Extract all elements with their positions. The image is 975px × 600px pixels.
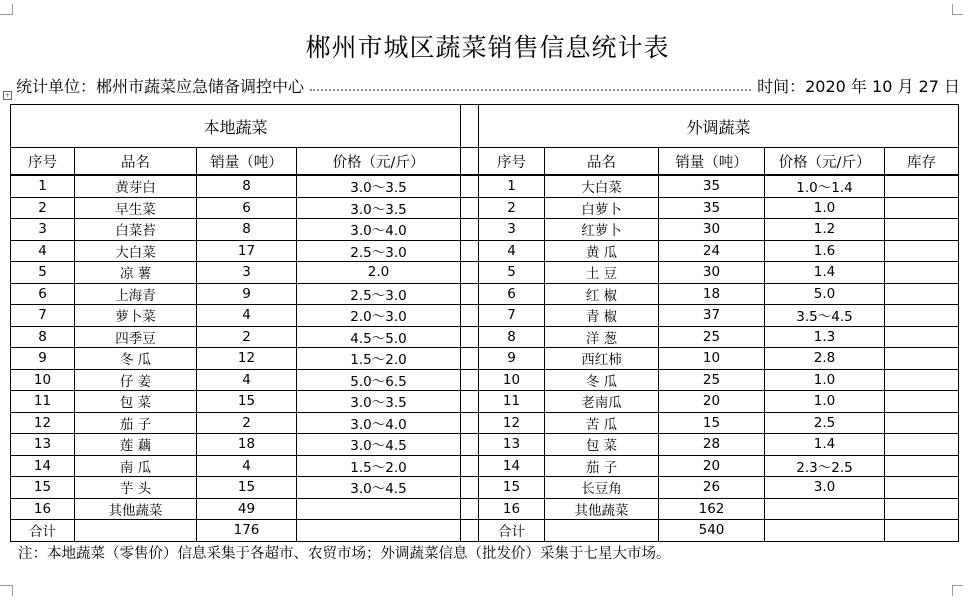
local-seq-cell[interactable]: 3 — [11, 219, 75, 241]
import-stock-header: 库存 — [885, 148, 959, 176]
local-seq-cell[interactable]: 14 — [11, 455, 75, 477]
import-stock-cell[interactable] — [885, 262, 959, 284]
column-gap — [461, 240, 479, 262]
local-name-cell[interactable]: 上海青 — [75, 283, 197, 305]
local-volume-cell[interactable]: 15 — [197, 391, 297, 413]
import-seq-cell[interactable]: 13 — [479, 434, 545, 456]
import-total-volume[interactable]: 540 — [659, 520, 765, 542]
local-volume-cell[interactable]: 12 — [197, 348, 297, 370]
local-name-cell[interactable]: 白菜苔 — [75, 219, 197, 241]
import-volume-cell[interactable]: 28 — [659, 434, 765, 456]
import-stock-cell[interactable] — [885, 219, 959, 241]
column-gap — [461, 175, 479, 197]
local-volume-cell[interactable]: 4 — [197, 305, 297, 327]
local-volume-cell[interactable]: 8 — [197, 219, 297, 241]
import-price-cell[interactable]: 3.0 — [765, 477, 885, 499]
import-price-cell[interactable]: 1.0～1.4 — [765, 175, 885, 197]
import-seq-cell[interactable]: 11 — [479, 391, 545, 413]
import-volume-cell[interactable]: 35 — [659, 197, 765, 219]
import-price-cell[interactable] — [765, 498, 885, 520]
local-price-cell[interactable]: 3.0～3.5 — [297, 197, 461, 219]
local-price-cell[interactable]: 3.0～3.5 — [297, 391, 461, 413]
column-gap — [461, 219, 479, 241]
column-gap — [461, 305, 479, 327]
local-vegetables-header — [11, 105, 461, 148]
import-seq-cell[interactable]: 14 — [479, 455, 545, 477]
local-price-cell[interactable]: 3.0～4.0 — [297, 412, 461, 434]
import-stock-cell[interactable] — [885, 369, 959, 391]
import-volume-cell[interactable]: 25 — [659, 369, 765, 391]
table-row — [11, 197, 959, 219]
table-row — [11, 262, 959, 284]
local-seq-cell[interactable]: 5 — [11, 262, 75, 284]
local-seq-cell[interactable]: 8 — [11, 326, 75, 348]
column-gap — [461, 262, 479, 284]
import-volume-cell[interactable]: 18 — [659, 283, 765, 305]
import-stock-cell[interactable] — [885, 197, 959, 219]
import-stock-cell[interactable] — [885, 305, 959, 327]
column-gap — [461, 348, 479, 370]
import-seq-cell[interactable]: 2 — [479, 197, 545, 219]
import-seq-cell[interactable]: 4 — [479, 240, 545, 262]
local-name-cell[interactable]: 大白菜 — [75, 240, 197, 262]
import-seq-cell[interactable]: 8 — [479, 326, 545, 348]
column-gap — [461, 197, 479, 219]
column-gap — [461, 369, 479, 391]
table-row — [11, 434, 959, 456]
import-stock-cell[interactable] — [885, 498, 959, 520]
local-seq-cell[interactable]: 6 — [11, 283, 75, 305]
import-total-price-blank — [765, 520, 885, 542]
local-name-header: 品名 — [75, 148, 197, 176]
local-seq-cell[interactable]: 10 — [11, 369, 75, 391]
local-volume-cell[interactable]: 8 — [197, 175, 297, 197]
import-volume-cell[interactable]: 37 — [659, 305, 765, 327]
import-stock-cell[interactable] — [885, 175, 959, 197]
local-seq-cell[interactable]: 15 — [11, 477, 75, 499]
local-seq-cell[interactable]: 4 — [11, 240, 75, 262]
local-total-price-blank — [297, 520, 461, 542]
local-seq-cell[interactable]: 16 — [11, 498, 75, 520]
local-seq-cell[interactable]: 9 — [11, 348, 75, 370]
import-price-cell[interactable]: 1.4 — [765, 434, 885, 456]
import-name-cell[interactable]: 长豆角 — [545, 477, 659, 499]
import-seq-cell[interactable]: 3 — [479, 219, 545, 241]
import-name-cell[interactable]: 苦 瓜 — [545, 412, 659, 434]
column-gap — [461, 326, 479, 348]
import-price-header: 价格（元/斤） — [765, 148, 885, 176]
import-seq-cell[interactable]: 9 — [479, 348, 545, 370]
local-name-cell[interactable]: 凉 薯 — [75, 262, 197, 284]
local-price-cell[interactable]: 3.0～4.5 — [297, 434, 461, 456]
import-name-header: 品名 — [545, 148, 659, 176]
total-row — [11, 520, 959, 542]
local-price-cell[interactable]: 2.0～3.0 — [297, 305, 461, 327]
import-volume-cell[interactable]: 20 — [659, 455, 765, 477]
import-volume-cell[interactable]: 10 — [659, 348, 765, 370]
import-name-cell[interactable]: 西红柿 — [545, 348, 659, 370]
local-volume-cell[interactable]: 4 — [197, 455, 297, 477]
import-seq-cell[interactable]: 12 — [479, 412, 545, 434]
import-name-cell[interactable]: 老南瓜 — [545, 391, 659, 413]
import-name-cell[interactable]: 白萝卜 — [545, 197, 659, 219]
import-volume-header: 销量（吨） — [659, 148, 765, 176]
import-price-cell[interactable]: 1.0 — [765, 391, 885, 413]
table-row — [11, 240, 959, 262]
table-move-handle-icon[interactable]: + — [4, 92, 11, 99]
local-price-cell[interactable]: 5.0～6.5 — [297, 369, 461, 391]
column-gap — [461, 391, 479, 413]
local-price-cell[interactable]: 3.0～4.5 — [297, 477, 461, 499]
group-header-row — [11, 105, 959, 148]
import-price-cell[interactable]: 1.3 — [765, 326, 885, 348]
local-price-cell[interactable] — [297, 498, 461, 520]
import-name-cell[interactable]: 冬 瓜 — [545, 369, 659, 391]
import-seq-cell[interactable]: 1 — [479, 175, 545, 197]
local-price-cell[interactable]: 2.5～3.0 — [297, 283, 461, 305]
local-price-cell[interactable]: 3.0～3.5 — [297, 175, 461, 197]
import-volume-cell[interactable]: 24 — [659, 240, 765, 262]
local-name-cell[interactable]: 芋 头 — [75, 477, 197, 499]
local-seq-cell[interactable]: 12 — [11, 412, 75, 434]
statistics-date: 时间：2020 年 10 月 27 日 — [757, 76, 960, 96]
table-row — [11, 305, 959, 327]
import-name-cell[interactable]: 茄 子 — [545, 455, 659, 477]
import-seq-cell[interactable]: 5 — [479, 262, 545, 284]
import-name-cell[interactable]: 包 菜 — [545, 434, 659, 456]
import-stock-cell[interactable] — [885, 455, 959, 477]
local-seq-header: 序号 — [11, 148, 75, 176]
local-price-cell[interactable]: 1.5～2.0 — [297, 348, 461, 370]
local-name-cell[interactable]: 冬 瓜 — [75, 348, 197, 370]
import-stock-cell[interactable] — [885, 434, 959, 456]
local-seq-cell[interactable]: 7 — [11, 305, 75, 327]
table-row — [11, 498, 959, 520]
local-volume-cell[interactable]: 3 — [197, 262, 297, 284]
local-price-cell[interactable]: 2.5～3.0 — [297, 240, 461, 262]
local-volume-cell[interactable]: 4 — [197, 369, 297, 391]
import-volume-cell[interactable]: 15 — [659, 412, 765, 434]
import-name-cell[interactable]: 大白菜 — [545, 175, 659, 197]
import-seq-cell[interactable]: 16 — [479, 498, 545, 520]
local-price-cell[interactable]: 3.0～4.0 — [297, 219, 461, 241]
page-corner-top-left — [0, 4, 13, 15]
table-row — [11, 369, 959, 391]
table-row — [11, 175, 959, 197]
local-vegetables-label: 本地蔬菜 — [203, 117, 268, 137]
column-header-row — [11, 148, 959, 176]
import-price-cell[interactable]: 1.4 — [765, 262, 885, 284]
local-name-cell[interactable]: 茄 子 — [75, 412, 197, 434]
import-volume-cell[interactable]: 162 — [659, 498, 765, 520]
import-name-cell[interactable]: 其他蔬菜 — [545, 498, 659, 520]
import-price-cell[interactable]: 2.3～2.5 — [765, 455, 885, 477]
local-seq-cell[interactable]: 13 — [11, 434, 75, 456]
column-gap — [461, 498, 479, 520]
table-row — [11, 219, 959, 241]
local-volume-cell[interactable]: 6 — [197, 197, 297, 219]
import-name-cell[interactable]: 红 椒 — [545, 283, 659, 305]
local-name-cell[interactable]: 其他蔬菜 — [75, 498, 197, 520]
import-stock-cell[interactable] — [885, 348, 959, 370]
column-gap — [461, 105, 479, 148]
local-volume-cell[interactable]: 2 — [197, 326, 297, 348]
import-price-cell[interactable]: 1.0 — [765, 197, 885, 219]
column-gap — [461, 455, 479, 477]
document-subtitle — [16, 74, 960, 96]
import-volume-cell[interactable]: 35 — [659, 175, 765, 197]
import-price-cell[interactable]: 5.0 — [765, 283, 885, 305]
import-price-cell[interactable]: 2.8 — [765, 348, 885, 370]
import-price-cell[interactable]: 1.0 — [765, 369, 885, 391]
table-body — [11, 105, 959, 542]
import-total-blank — [545, 520, 659, 542]
local-total-blank — [75, 520, 197, 542]
local-name-cell[interactable]: 四季豆 — [75, 326, 197, 348]
local-name-cell[interactable]: 萝卜菜 — [75, 305, 197, 327]
import-seq-cell[interactable]: 6 — [479, 283, 545, 305]
local-name-cell[interactable]: 早生菜 — [75, 197, 197, 219]
table-row — [11, 283, 959, 305]
table-row — [11, 455, 959, 477]
vegetable-sales-table — [10, 104, 959, 542]
import-volume-cell[interactable]: 25 — [659, 326, 765, 348]
local-volume-cell[interactable]: 18 — [197, 434, 297, 456]
local-price-header: 价格（元/斤） — [297, 148, 461, 176]
imported-vegetables-header — [479, 105, 959, 148]
column-gap — [461, 412, 479, 434]
local-price-cell[interactable]: 2.0 — [297, 262, 461, 284]
import-name-cell[interactable]: 土 豆 — [545, 262, 659, 284]
local-total-label[interactable]: 合计 — [11, 520, 75, 542]
local-seq-cell[interactable]: 2 — [11, 197, 75, 219]
column-gap — [461, 434, 479, 456]
page-corner-bottom-left — [0, 585, 13, 596]
local-name-cell[interactable]: 南 瓜 — [75, 455, 197, 477]
dotted-leader — [310, 79, 751, 91]
local-volume-cell[interactable]: 49 — [197, 498, 297, 520]
import-stock-cell[interactable] — [885, 391, 959, 413]
statistics-unit: 统计单位：郴州市蔬菜应急储备调控中心 — [16, 76, 305, 96]
import-volume-cell[interactable]: 30 — [659, 262, 765, 284]
local-name-cell[interactable]: 仔 姜 — [75, 369, 197, 391]
import-seq-cell[interactable]: 15 — [479, 477, 545, 499]
import-volume-cell[interactable]: 20 — [659, 391, 765, 413]
import-volume-cell[interactable]: 30 — [659, 219, 765, 241]
footnote: 注：本地蔬菜（零售价）信息采集于各超市、农贸市场；外调蔬菜信息（批发价）采集于七星大市场。 — [18, 546, 671, 562]
import-price-cell[interactable]: 1.2 — [765, 219, 885, 241]
page-corner-bottom-right — [952, 585, 963, 596]
local-name-cell[interactable]: 黄芽白 — [75, 175, 197, 197]
import-seq-cell[interactable]: 7 — [479, 305, 545, 327]
table-row — [11, 477, 959, 499]
import-name-cell[interactable]: 红萝卜 — [545, 219, 659, 241]
local-volume-cell[interactable]: 15 — [197, 477, 297, 499]
import-name-cell[interactable]: 青 椒 — [545, 305, 659, 327]
import-stock-cell[interactable] — [885, 283, 959, 305]
column-gap — [461, 520, 479, 542]
local-name-cell[interactable]: 包 菜 — [75, 391, 197, 413]
import-price-cell[interactable]: 2.5 — [765, 412, 885, 434]
table-row — [11, 348, 959, 370]
import-price-cell[interactable]: 1.6 — [765, 240, 885, 262]
page-corner-top-right — [952, 4, 963, 15]
document-title: 郴州市城区蔬菜销售信息统计表 — [305, 33, 670, 62]
local-volume-cell[interactable]: 2 — [197, 412, 297, 434]
column-gap — [461, 283, 479, 305]
import-stock-cell[interactable] — [885, 412, 959, 434]
table-row — [11, 412, 959, 434]
local-seq-cell[interactable]: 11 — [11, 391, 75, 413]
local-total-volume[interactable]: 176 — [197, 520, 297, 542]
import-volume-cell[interactable]: 26 — [659, 477, 765, 499]
table-row — [11, 326, 959, 348]
local-name-cell[interactable]: 莲 藕 — [75, 434, 197, 456]
local-volume-cell[interactable]: 17 — [197, 240, 297, 262]
imported-vegetables-label: 外调蔬菜 — [686, 117, 751, 137]
import-seq-header: 序号 — [479, 148, 545, 176]
import-total-stock-blank — [885, 520, 959, 542]
local-seq-cell[interactable]: 1 — [11, 175, 75, 197]
import-price-cell[interactable]: 3.5～4.5 — [765, 305, 885, 327]
import-stock-cell[interactable] — [885, 240, 959, 262]
import-name-cell[interactable]: 黄 瓜 — [545, 240, 659, 262]
table-row — [11, 391, 959, 413]
local-volume-header: 销量（吨） — [197, 148, 297, 176]
import-name-cell[interactable]: 洋 葱 — [545, 326, 659, 348]
local-volume-cell[interactable]: 9 — [197, 283, 297, 305]
import-stock-cell[interactable] — [885, 477, 959, 499]
import-stock-cell[interactable] — [885, 326, 959, 348]
import-seq-cell[interactable]: 10 — [479, 369, 545, 391]
import-total-label[interactable]: 合计 — [479, 520, 545, 542]
column-gap — [461, 477, 479, 499]
column-gap — [461, 148, 479, 176]
local-price-cell[interactable]: 1.5～2.0 — [297, 455, 461, 477]
local-price-cell[interactable]: 4.5～5.0 — [297, 326, 461, 348]
